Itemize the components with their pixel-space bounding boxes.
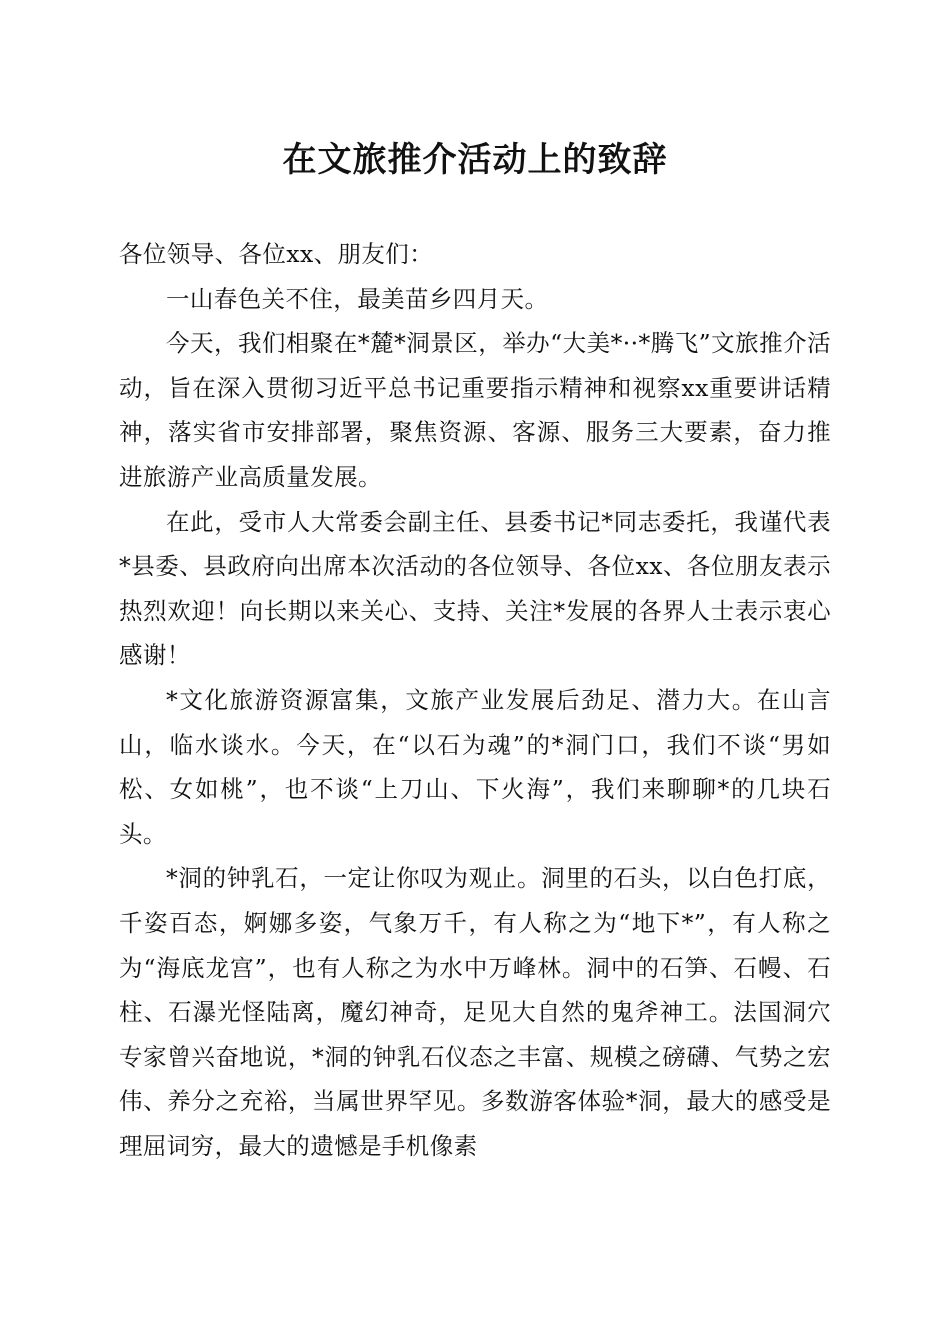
document-body <box>119 232 831 1168</box>
salutation: 各位领导、各位xx、朋友们： <box>119 240 434 268</box>
paragraph-3: 在此，受市人大常委会副主任、县委书记*同志委托，我谨代表*县委、县政府向出席本次活动的各位领导、各位xx、各位朋友表示热烈欢迎！向长期以来关心、支持、关注*发展的各界人士表示衷心感谢！ <box>119 507 831 670</box>
document-title: 在文旅推介活动上的致辞 <box>282 140 668 180</box>
paragraph-5: *洞的钟乳石，一定让你叹为观止。洞里的石头，以白色打底，千姿百态，婀娜多姿，气象万千，有人称之为“地下*”，有人称之为“海底龙宫”，也有人称之为水中万峰林。洞中的石笋、石幔、石柱、石瀑光怪陆离，魔幻神奇，足见大自然的鬼斧神工。法国洞穴专家曾兴奋地说，*洞的钟乳石仪态之丰富、规模之磅礴、气势之宏伟、养分之充裕，当属世界罕见。多数游客体验*洞，最大的感受是理屈词穷，最大的遗憾是手机像素 <box>119 864 831 1160</box>
paragraph-2: 今天，我们相聚在*麓*洞景区，举办“大美*··*腾飞”文旅推介活动，旨在深入贯彻习近平总书记重要指示精神和视察xx重要讲话精神，落实省市安排部署，聚焦资源、客源、服务三大要素，奋力推进旅游产业高质量发展。 <box>119 329 831 491</box>
paragraph-1: 一山春色关不住，最美苗乡四月天。 <box>166 284 549 313</box>
paragraph-4: *文化旅游资源富集，文旅产业发展后劲足、潜力大。在山言山，临水谈水。今天，在“以石为魂”的*洞门口，我们不谈“男如松、女如桃”，也不谈“上刀山、下火海”，我们来聊聊*的几块石头。 <box>119 685 831 848</box>
